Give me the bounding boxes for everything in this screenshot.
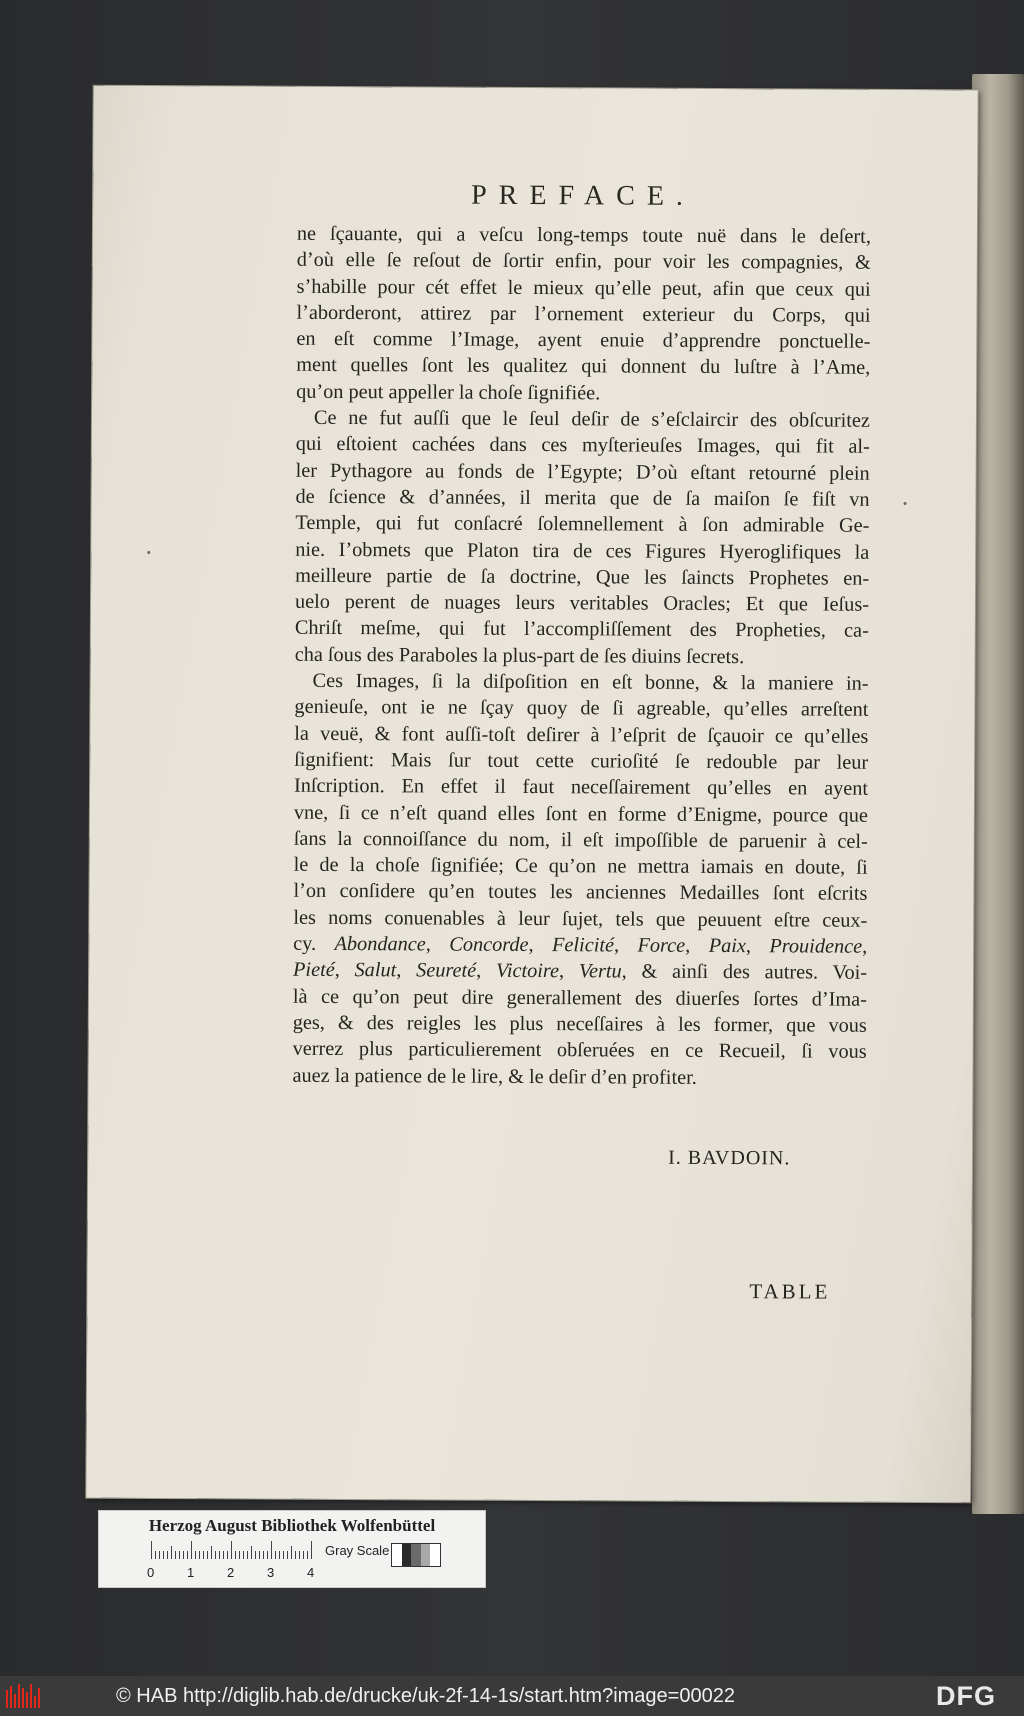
ruler-tick (195, 1551, 196, 1559)
measurement-ruler (151, 1541, 317, 1559)
logo-bar (14, 1694, 16, 1708)
text-line: cha ſous des Paraboles la plus-part de ſes diuins ſecrets. (294, 643, 745, 668)
ruler-tick (203, 1551, 204, 1559)
ruler-tick (155, 1551, 156, 1559)
ruler-tick (251, 1546, 252, 1559)
ruler-tick (199, 1551, 200, 1559)
gray-swatch (421, 1544, 431, 1566)
text-line: Inſcription. En effet il faut neceſſairement qu’elles en ayent (293, 774, 869, 800)
ruler-tick (163, 1551, 164, 1559)
logo-bar (34, 1696, 36, 1708)
ruler-tick (223, 1551, 224, 1559)
text-line: ſignifient: Mais ſur tout cette curioſité ſe redouble par leur (294, 748, 869, 774)
text-line: l’aborderont, attirez par l’ornement exterieur du Corps, qui (296, 301, 871, 327)
ruler-tick (219, 1551, 220, 1559)
text-line: ler Pythagore au fonds de l’Egypte; D’où eſtant retourné plein (295, 459, 870, 485)
ruler-tick (231, 1541, 232, 1559)
text-line: Ce ne fut auſſi que le ſeul deſir de s’eſclaircir des obſcuritez (313, 406, 871, 432)
ruler-tick (215, 1551, 216, 1559)
ruler-number: 4 (307, 1565, 315, 1580)
ruler-tick (255, 1551, 256, 1559)
gray-swatch (411, 1544, 421, 1566)
ruler-tick (311, 1541, 312, 1559)
logo-bar (38, 1688, 40, 1708)
logo-bar (30, 1684, 32, 1708)
ruler-tick (159, 1551, 160, 1559)
text-line: auez la patience de le lire, & le deſir d’en profiter. (292, 1064, 697, 1089)
ruler-tick (187, 1551, 188, 1559)
signature: I. BAVDOIN. (668, 1146, 791, 1170)
text-line: le de la choſe ſignifiée; Ce qu’on ne mettra iamais en doute, ſi (293, 853, 868, 879)
logo-bar (22, 1688, 24, 1708)
ruler-tick (227, 1551, 228, 1559)
text-line: uelo perent de nuages leurs veritables Oracles; Et que Ieſus- (294, 590, 870, 616)
ruler-tick (271, 1541, 272, 1559)
ruler-tick (259, 1551, 260, 1559)
gray-swatch (402, 1544, 412, 1566)
ruler-tick (283, 1551, 284, 1559)
ruler-number: 3 (267, 1565, 275, 1580)
text-line: ſans la connoiſſance du nom, il eſt impoſſible de paruenir à cel- (293, 827, 868, 853)
ruler-tick (179, 1551, 180, 1559)
ruler-tick (175, 1551, 176, 1559)
catchword: TABLE (749, 1279, 831, 1304)
text-line: meilleure partie de ſa doctrine, Que les ſaincts Prophetes en- (295, 564, 870, 590)
text-line: ne ſçauante, qui a veſcu long-temps toute nuë dans le deſert, (296, 222, 871, 248)
text-line: s’habille pour cét effet le mieux qu’elle peut, afin que ceux qui (296, 275, 871, 301)
ruler-tick (303, 1551, 304, 1559)
card-title: Herzog August Bibliothek Wolfenbüttel (148, 1516, 436, 1535)
gray-scale-label: Gray Scale (325, 1543, 390, 1558)
text-line: vne, ſi ce n’eſt quand elles ſont en forme d’Enigme, pource que (293, 801, 868, 827)
text-line: cy. Abondance, Concorde, Felicité, Force, Paix, Prouidence, (293, 932, 868, 958)
ruler-tick (211, 1546, 212, 1559)
ruler-tick (299, 1551, 300, 1559)
paper-speck (147, 551, 150, 554)
ruler-tick (207, 1551, 208, 1559)
ruler-tick (191, 1541, 192, 1559)
book-page (86, 86, 977, 1503)
text-line: ment quelles ſont les qualitez qui donnent du luſtre à l’Ame, (296, 354, 871, 380)
logo-bar (18, 1684, 20, 1708)
ruler-tick (307, 1551, 308, 1559)
text-line: là ce qu’on peut dire generallement des diuerſes ſortes d’Ima- (292, 985, 867, 1011)
text-line: qu’on peut appeller la choſe ſignifiée. (296, 380, 601, 405)
text-line: Chriſt meſme, qui fut l’accompliſſement des Propheties, ca- (294, 617, 869, 643)
text-line: ges, & des reigles les plus neceſſaires à les former, que vous (292, 1011, 867, 1037)
hab-logo-icon (6, 1684, 44, 1708)
gray-swatch (430, 1544, 440, 1566)
ruler-tick (243, 1551, 244, 1559)
ruler-tick (235, 1551, 236, 1559)
footer-url-text[interactable]: © HAB http://diglib.hab.de/drucke/uk-2f-14-1s/start.htm?image=00022 (116, 1685, 735, 1707)
ruler-tick (239, 1551, 240, 1559)
text-line: Temple, qui fut conſacré ſolemnellement à ſon admirable Ge- (295, 512, 870, 538)
paper-speck (904, 502, 907, 505)
text-line: nie. I’obmets que Platon tira de ces Figures Hyeroglifiques la (295, 538, 870, 564)
text-line: qui eſtoient cachées dans ces myſterieuſes Images, qui fit al- (295, 433, 870, 459)
ruler-number: 1 (187, 1565, 195, 1580)
logo-bar (10, 1686, 12, 1708)
logo-bar (26, 1692, 28, 1708)
text-line: les noms conuenables à leur ſujet, tels que peuuent eſtre ceux- (293, 906, 868, 932)
logo-bar (6, 1690, 8, 1708)
gray-swatch (392, 1544, 402, 1566)
ruler-tick (275, 1551, 276, 1559)
ruler-tick (151, 1541, 152, 1559)
text-line: Ces Images, ſi la diſpoſition en eſt bonne, & la maniere in- (312, 669, 869, 695)
ruler-tick (279, 1551, 280, 1559)
ruler-tick (287, 1551, 288, 1559)
color-reference-card (98, 1510, 486, 1588)
text-line: Pieté, Salut, Seureté, Victoire, Vertu, & ainſi des autres. Voi- (293, 959, 868, 985)
text-line: de ſcience & d’années, il merita que de ſa maiſon ſe fiſt vn (295, 485, 870, 511)
body-text (292, 221, 871, 1092)
text-line: d’où elle ſe reſout de ſortir enfin, pour voir les compagnies, & (296, 249, 871, 275)
ruler-tick (171, 1546, 172, 1559)
ruler-number: 0 (147, 1565, 155, 1580)
text-line: la veuë, & font auſſi-toſt deſirer à l’eſprit de ſçauoir ce qu’elles (294, 722, 869, 748)
text-line: en eſt comme l’Image, ayent enuie d’apprendre ponctuelle- (296, 327, 871, 353)
ruler-tick (295, 1551, 296, 1559)
book-page-edges (972, 74, 1024, 1514)
ruler-tick (291, 1546, 292, 1559)
text-line: l’on conſidere qu’en toutes les anciennes Medailles ſont eſcrits (293, 880, 868, 906)
ruler-tick (267, 1551, 268, 1559)
ruler-tick (183, 1551, 184, 1559)
dfg-logo: DFG (936, 1681, 996, 1711)
text-line: verrez plus particulierement obſeruées en ce Recueil, ſi vous (292, 1037, 867, 1063)
text-line: genieuſe, ont ie ne ſçay quoy de ſi agreable, qu’elles arreſtent (294, 696, 869, 722)
gray-scale-swatches (391, 1543, 441, 1567)
ruler-number: 2 (227, 1565, 235, 1580)
ruler-tick (263, 1551, 264, 1559)
running-head: PREFACE. (471, 179, 696, 212)
ruler-tick (167, 1551, 168, 1559)
footer-bar (0, 1676, 1024, 1716)
ruler-tick (247, 1551, 248, 1559)
